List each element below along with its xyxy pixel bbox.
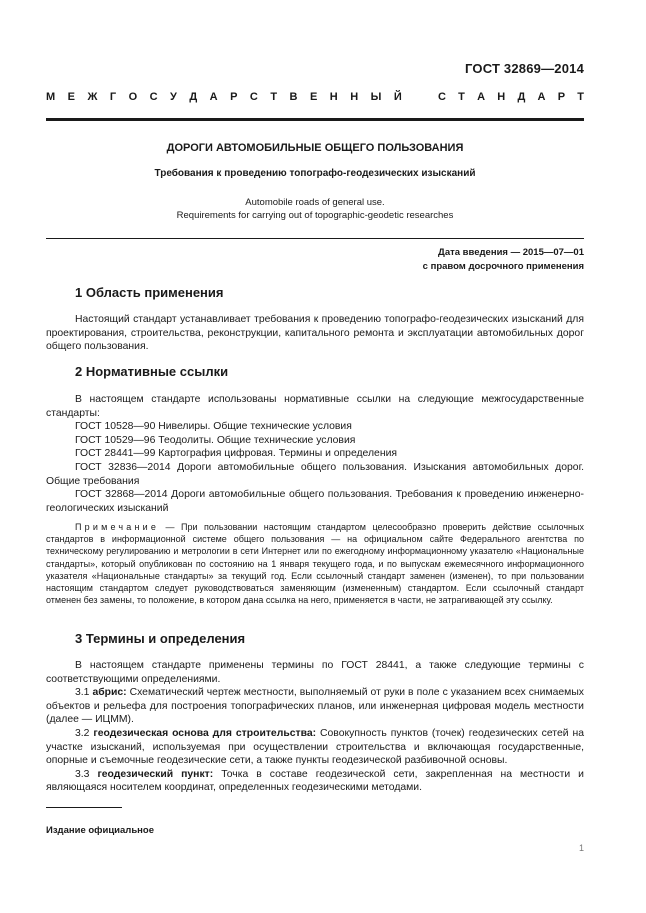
introduction-date (423, 246, 584, 274)
official-edition-label: Издание официальное (46, 825, 154, 836)
term-name: геодезический пункт: (97, 768, 214, 780)
header-divider (46, 118, 584, 121)
reference-item: ГОСТ 32836—2014 Дороги автомобильные общего пользования. Изыскания автомобильных дорог. Общие требования (46, 461, 584, 487)
term-definition: Точка в составе геодезической сети, закрепленная на местности и являющаяся носителем координат, определенных геодезическими методами. (46, 768, 584, 794)
term-number: 3.3 (75, 768, 98, 780)
section-references-body (46, 393, 584, 515)
reference-item: ГОСТ 28441—99 Картография цифровая. Термины и определения (75, 448, 398, 460)
paragraph: В настоящем стандарте использованы нормативные ссылки на следующие межгосударственные стандарты: (46, 394, 584, 419)
term-entry (46, 768, 584, 795)
term-number: 3.2 (75, 727, 94, 739)
term-definition: Схематический чертеж местности, выполняемый от руки в поле с указанием всех снимаемых объектов и рельефа для построения топографических планов, или инженерная цифровая модель местности (далее — ИЦММ). (46, 687, 584, 726)
early-application-line: с правом досрочного применения (422, 261, 584, 272)
term-entry (46, 686, 584, 727)
reference-item: ГОСТ 10528—90 Нивелиры. Общие технические условия (75, 421, 352, 433)
reference-item: ГОСТ 10529—96 Теодолиты. Общие технические условия (75, 434, 356, 446)
paragraph: Настоящий стандарт устанавливает требования к проведению топографо-геодезических изысканий для проектирования, строительства, реконструкции, капитального ремонта и эксплуатации автомобильных дорог общего пользования. (46, 314, 584, 353)
english-title-line: Requirements for carrying out of topographic-geodetic researches (176, 210, 454, 221)
document-title: ДОРОГИ АВТОМОБИЛЬНЫЕ ОБЩЕГО ПОЛЬЗОВАНИЯ (166, 142, 464, 154)
page-number: 1 (578, 843, 584, 853)
english-title (46, 196, 584, 222)
title-divider (46, 238, 584, 239)
section-heading-terms: 3 Термины и определения (75, 631, 246, 646)
introduction-date-line: Дата введения — 2015—07—01 (438, 247, 584, 258)
note-text: — При пользовании настоящим стандартом целесообразно проверить действие ссылочных стандартов в информационной системе общего пользования — на официальном сайте Федерального агентства по техническому регулированию и метрологии в сети Интернет или по ежегодному информационному указателю «Национальные стандарты», который опубликован по состоянию на 1 января текущего года, и по выпускам ежемесячного информационного указателя «Национальные стандарты» за текущий год. Если ссылочный стандарт заменен (изменен), то при пользовании настоящим стандартом следует руководствоваться заменяющим (измененным) стандартом. Если ссылочный стандарт отменен без замены, то положение, в котором дана ссылка на него, применяется в части, не затрагивающей эту ссылку. (46, 522, 584, 606)
note-block (46, 521, 584, 606)
term-entry (46, 727, 584, 768)
term-definition: Совокупность пунктов (точек) геодезических сетей на участке изысканий, используемая при осуществлении строительства и включающая государственные, опорные и съемочные геодезические сети, а также пункты геодезической разбивочной основы. (46, 727, 584, 767)
term-name: абрис: (92, 687, 127, 699)
note-paragraph (46, 521, 584, 606)
standard-kind-word-interstate: М Е Ж Г О С У Д А Р С Т В Е Н Н Ы Й (46, 91, 402, 103)
standard-number: ГОСТ 32869—2014 (465, 61, 584, 76)
note-label: Примечание (75, 522, 160, 532)
document-subtitle: Требования к проведению топографо-геодезических изысканий (154, 168, 476, 179)
section-scope-body (46, 313, 584, 354)
footer-divider (46, 807, 122, 808)
section-terms-body (46, 659, 584, 795)
english-title-line: Automobile roads of general use. (245, 197, 385, 208)
section-heading-references: 2 Нормативные ссылки (75, 364, 229, 379)
reference-item: ГОСТ 32868—2014 Дороги автомобильные общего пользования. Требования к проведению инженерно-геологических изысканий (46, 489, 584, 514)
section-heading-scope: 1 Область применения (75, 285, 224, 300)
paragraph: В настоящем стандарте применены термины по ГОСТ 28441, а также следующие термины с соответствующими определениями. (46, 660, 584, 685)
term-number: 3.1 (75, 687, 93, 699)
standard-kind-heading (46, 91, 584, 103)
term-name: геодезическая основа для строительства: (93, 727, 317, 739)
standard-kind-word-standard: С Т А Н Д А Р Т (438, 91, 584, 103)
